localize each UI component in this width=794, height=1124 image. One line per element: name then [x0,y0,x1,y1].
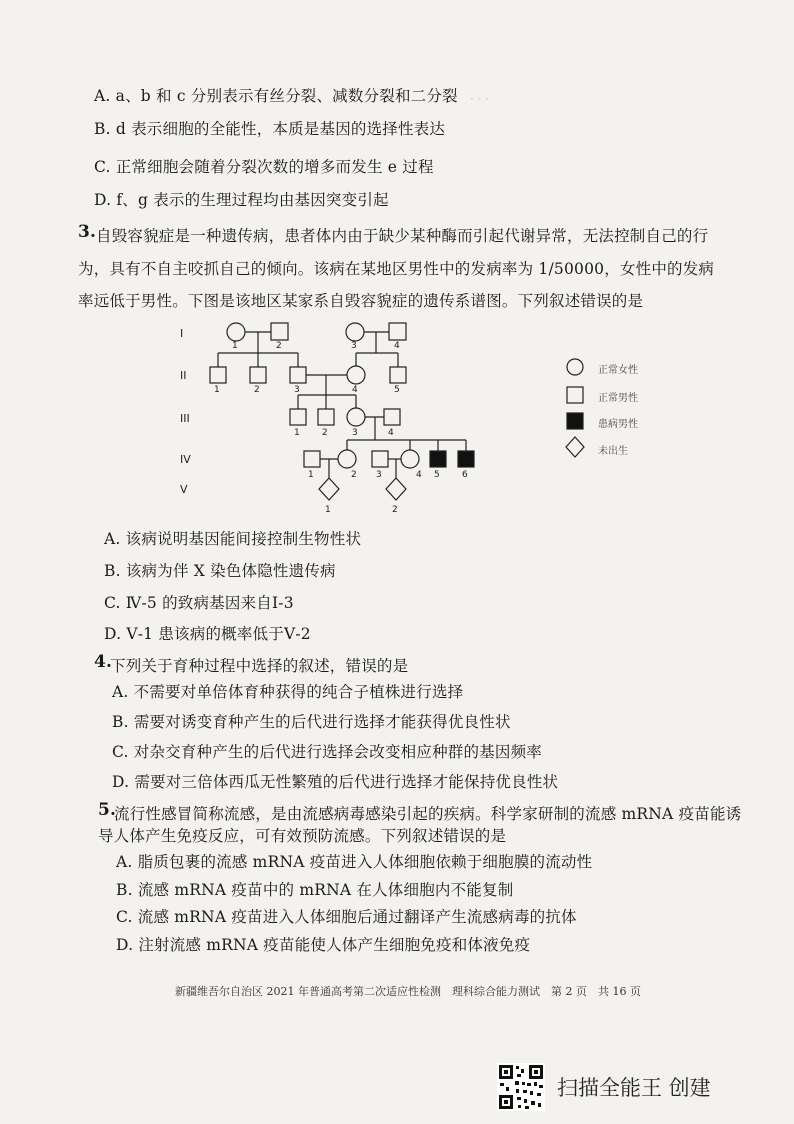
IV-4-female [401,450,419,468]
q4-stem: 下列关于育种过程中选择的叙述，错误的是 [110,657,409,675]
svg-text:3: 3 [351,341,357,351]
I-4-male [389,323,406,340]
q3-option-c: C. Ⅳ-5 的致病基因来自Ⅰ-3 [104,594,294,612]
IV-2-female [338,450,356,468]
II-3-male [290,367,306,383]
III-4-male [384,409,400,425]
svg-text:2: 2 [392,505,398,515]
svg-text:2: 2 [254,385,260,395]
q4-option-c: C. 对杂交育种产生的后代进行选择会改变相应种群的基因频率 [112,743,542,761]
svg-text:3: 3 [294,385,300,395]
q2-option-d: D. f、g 表示的生理过程均由基因突变引起 [94,191,389,209]
page-footer: 新疆维吾尔自治区 2021 年普通高考第二次适应性检测 理科综合能力测试 第 2 页 共 16 页 [175,985,641,998]
q3-number: 3. [78,222,97,242]
legend-male-icon [567,387,583,403]
legend-unborn-icon [566,437,584,457]
gen-label-V: V [180,483,188,496]
svg-text:4: 4 [416,470,422,480]
svg-text:5: 5 [434,470,440,480]
III-1-male [290,409,306,425]
qr-code-icon [497,1063,545,1111]
scanner-label: 扫描全能王 创建 [557,1076,711,1100]
svg-text:3: 3 [376,470,382,480]
svg-text:1: 1 [214,385,220,395]
q3-option-a: A. 该病说明基因能间接控制生物性状 [104,530,362,548]
q5-stem-line-1: 流行性感冒简称流感，是由流感病毒感染引起的疾病。科学家研制的流感 mRNA 疫苗能诱 [114,805,742,823]
svg-text:3: 3 [352,428,358,438]
svg-text:6: 6 [462,470,468,480]
legend-symbols [565,355,585,465]
svg-text:1: 1 [232,341,238,351]
II-4-female [347,366,365,384]
q2-option-b: B. d 表示细胞的全能性，本质是基因的选择性表达 [94,120,446,138]
q2-option-a: A. a、b 和 c 分别表示有丝分裂、减数分裂和二分裂 [94,87,458,105]
legend-normal-female: 正常女性 [598,365,638,376]
scanner-watermark [497,1063,711,1111]
q4-option-a: A. 不需要对单倍体育种获得的纯合子植株进行选择 [112,683,464,701]
V-1-unborn [319,478,339,500]
q5-stem-line-2: 导人体产生免疫反应，可有效预防流感。下列叙述错误的是 [98,827,507,845]
svg-text:2: 2 [351,470,357,480]
III-2-male [318,409,334,425]
svg-text:4: 4 [352,385,358,395]
q4-number: 4. [94,652,113,672]
q3-stem-line-1: 自毁容貌症是一种遗传病，患者体内由于缺少某种酶而引起代谢异常，无法控制自己的行 [96,227,709,245]
q3-stem-line-2: 为，具有不自主咬抓自己的倾向。该病在某地区男性中的发病率为 1/50000，女性中的发病 [78,260,715,278]
I-1-female [227,323,245,341]
q5-option-b: B. 流感 mRNA 疫苗中的 mRNA 在人体细胞内不能复制 [116,881,514,899]
q5-option-c: C. 流感 mRNA 疫苗进入人体细胞后通过翻译产生流感病毒的抗体 [116,908,577,926]
V-2-unborn [386,478,406,500]
I-3-female [346,323,364,341]
svg-text:4: 4 [394,341,400,351]
gen-label-IV: IV [180,453,191,466]
gen-label-II: II [180,369,187,382]
I-2-male [271,323,288,340]
svg-text:2: 2 [322,428,328,438]
II-2-male [250,367,266,383]
q5-option-d: D. 注射流感 mRNA 疫苗能使人体产生细胞免疫和体液免疫 [116,936,531,954]
q5-number: 5. [98,800,117,820]
legend-normal-male: 正常男性 [598,393,638,404]
q4-option-d: D. 需要对三倍体西瓜无性繁殖的后代进行选择才能保持优良性状 [112,773,559,791]
q2-option-c: C. 正常细胞会随着分裂次数的增多而发生 e 过程 [94,158,434,176]
q3-option-b: B. 该病为伴 X 染色体隐性遗传病 [104,562,336,580]
II-1-male [210,367,226,383]
III-3-female [347,408,365,426]
gen-label-I: I [180,327,184,340]
q5-option-a: A. 脂质包裹的流感 mRNA 疫苗进入人体细胞依赖于细胞膜的流动性 [116,853,593,871]
IV-6-affected-male [458,451,474,467]
svg-text:1: 1 [294,428,300,438]
svg-text:1: 1 [308,470,314,480]
q3-stem-line-3: 率远低于男性。下图是该地区某家系自毁容貌症的遗传系谱图。下列叙述错误的是 [78,292,644,310]
q3-option-d: D. Ⅴ-1 患该病的概率低于Ⅴ-2 [104,625,311,643]
legend-affected-male: 患病男性 [598,419,638,430]
II-5-male [390,367,406,383]
svg-text:1: 1 [325,505,331,515]
q4-option-b: B. 需要对诱变育种产生的后代进行选择才能获得优良性状 [112,713,511,731]
pedigree-chart [170,315,500,520]
svg-text:4: 4 [388,428,394,438]
IV-1-male [304,451,320,467]
legend-female-icon [567,359,583,375]
svg-text:2: 2 [276,341,282,351]
legend-unborn: 未出生 [598,446,628,457]
legend-affected-male-icon [567,413,583,429]
svg-text:5: 5 [394,385,400,395]
bleed-through-text: · · · [470,92,490,106]
gen-label-III: III [180,412,190,425]
IV-5-affected-male [430,451,446,467]
IV-3-male [372,451,388,467]
